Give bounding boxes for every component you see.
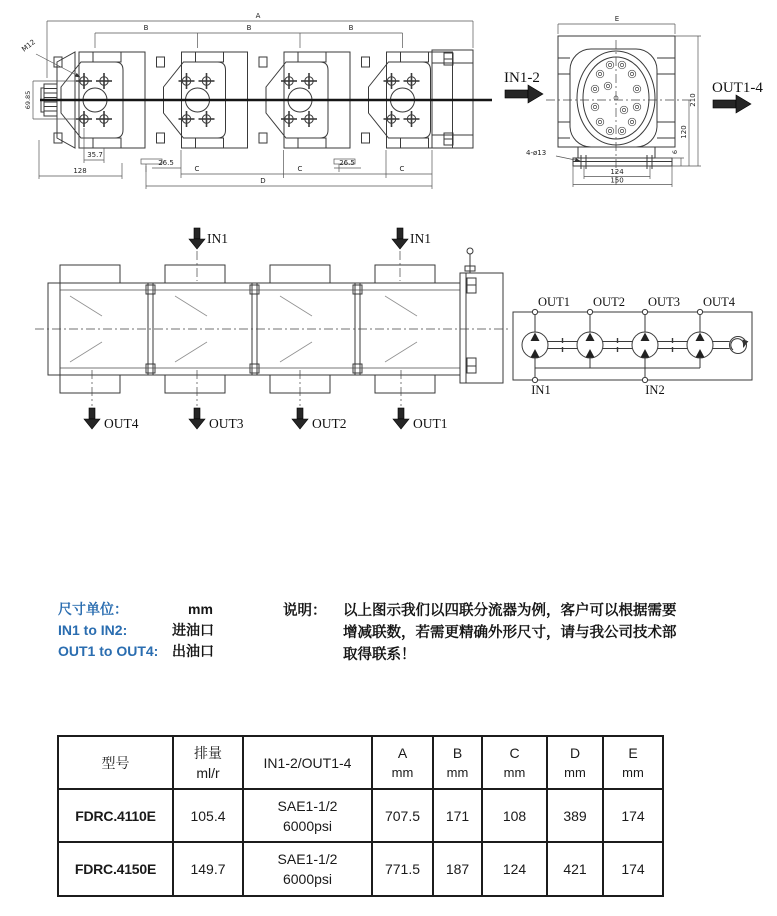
cell-e: 174 bbox=[603, 789, 663, 842]
note-prefix: 说明： bbox=[283, 603, 327, 619]
header-line: 排量 bbox=[194, 744, 222, 761]
legend-value: mm bbox=[188, 601, 213, 617]
legend-label: IN1 to IN2: bbox=[58, 622, 128, 638]
dim-label-c3: C bbox=[399, 165, 405, 173]
dim-label-124: 124 bbox=[610, 168, 624, 176]
legend-value: 出油口 bbox=[172, 643, 214, 659]
dim-label-b1: B bbox=[143, 24, 149, 32]
col-header-c bbox=[482, 736, 547, 789]
header-line: E bbox=[628, 744, 638, 761]
dim-label-a: A bbox=[255, 12, 261, 20]
dim-label-b2: B bbox=[246, 24, 252, 32]
inlet1-label: IN1 bbox=[207, 231, 228, 246]
dim-label-26-5-right: 26.5 bbox=[339, 159, 355, 167]
cell-ports bbox=[243, 842, 372, 896]
top-view-drawing bbox=[30, 220, 510, 450]
spec-table-row bbox=[58, 789, 663, 842]
port-line: 6000psi bbox=[282, 817, 333, 834]
dim-label-210: 210 bbox=[689, 93, 697, 107]
cell-model: FDRC.4150E bbox=[58, 842, 173, 896]
legend-row-units bbox=[58, 599, 214, 620]
note-line: 以上图示我们以四联分流器为例，客户可以根据需要 bbox=[343, 603, 677, 619]
header-line: mm bbox=[564, 764, 586, 780]
legend-label: 尺寸单位： bbox=[58, 601, 128, 617]
header-line: D bbox=[569, 744, 581, 761]
legend-value: 进油口 bbox=[172, 622, 214, 638]
schematic-circuit bbox=[513, 309, 752, 382]
legend bbox=[58, 599, 214, 662]
front-view-dimensions bbox=[33, 21, 473, 189]
spec-table-row bbox=[58, 842, 663, 896]
dim-label-c2: C bbox=[297, 165, 303, 173]
cell-d: 421 bbox=[547, 842, 603, 896]
header-line: A bbox=[397, 744, 408, 761]
inlet-arrow-icon bbox=[505, 85, 543, 103]
schematic-in2-label: IN2 bbox=[645, 383, 665, 397]
port-line: SAE1-1/2 bbox=[277, 851, 338, 867]
dim-label-120: 120 bbox=[680, 125, 688, 139]
legend-row-outlets bbox=[58, 641, 214, 662]
dim-label-6: 6 bbox=[671, 149, 679, 155]
thread-label-m12: M12 bbox=[20, 38, 38, 54]
dim-label-d: D bbox=[260, 177, 266, 185]
dim-label-35-7: 35.7 bbox=[87, 151, 103, 159]
end-view-body bbox=[558, 36, 675, 169]
col-header-displacement bbox=[173, 736, 243, 789]
header-line: C bbox=[509, 744, 520, 761]
inlet-label: IN1-2 bbox=[504, 70, 540, 86]
note-line: 取得联系！ bbox=[343, 647, 416, 663]
note-line: 增减联数，若需更精确外形尺寸，请与我公司技术部 bbox=[343, 625, 677, 641]
cell-c: 124 bbox=[482, 842, 547, 896]
cell-c: 108 bbox=[482, 789, 547, 842]
outlet3-label: OUT3 bbox=[209, 416, 244, 431]
header-line: mm bbox=[503, 764, 526, 780]
schematic-out3-label: OUT3 bbox=[648, 295, 680, 309]
dim-label-e: E bbox=[614, 15, 620, 23]
schematic-out2-label: OUT2 bbox=[593, 295, 625, 309]
top-view-centerlines bbox=[35, 251, 508, 406]
col-header-b bbox=[433, 736, 482, 789]
cell-displacement: 105.4 bbox=[173, 789, 243, 842]
dim-label-69-85: 69.85 bbox=[24, 90, 32, 110]
col-header-model: 型号 bbox=[58, 736, 173, 789]
outlet-label: OUT1-4 bbox=[712, 80, 763, 96]
hydraulic-schematic bbox=[505, 280, 777, 410]
legend-row-inlets bbox=[58, 620, 214, 641]
cell-b: 187 bbox=[433, 842, 482, 896]
holes-label: 4-ø13 bbox=[526, 149, 547, 157]
col-header-d bbox=[547, 736, 603, 789]
cell-a: 771.5 bbox=[372, 842, 433, 896]
dim-label-c1: C bbox=[194, 165, 200, 173]
outlet1-label: OUT1 bbox=[413, 416, 448, 431]
header-line: B bbox=[452, 744, 463, 761]
front-view-drawing bbox=[0, 0, 500, 218]
col-header-ports: IN1-2/OUT1-4 bbox=[243, 736, 372, 789]
legend-label: OUT1 to OUT4: bbox=[58, 643, 159, 659]
spec-table-header-row bbox=[58, 736, 663, 789]
outlet2-label: OUT2 bbox=[312, 416, 347, 431]
cell-d: 389 bbox=[547, 789, 603, 842]
cell-displacement: 149.7 bbox=[173, 842, 243, 896]
dim-label-128: 128 bbox=[73, 167, 87, 175]
cell-e: 174 bbox=[603, 842, 663, 896]
port-line: SAE1-1/2 bbox=[277, 797, 338, 814]
cell-a: 707.5 bbox=[372, 789, 433, 842]
schematic-out4-label: OUT4 bbox=[703, 295, 735, 309]
schematic-out1-label: OUT1 bbox=[538, 295, 570, 309]
header-line: mm bbox=[446, 764, 469, 780]
header-line: ml/r bbox=[196, 764, 220, 781]
cell-ports bbox=[243, 789, 372, 842]
dim-label-26-5-left: 26.5 bbox=[158, 159, 174, 167]
top-view-body bbox=[48, 248, 503, 393]
port-line: 6000psi bbox=[282, 871, 333, 887]
end-view-drawing bbox=[500, 0, 777, 218]
schematic-in1-label: IN1 bbox=[531, 383, 551, 397]
cell-b: 171 bbox=[433, 789, 482, 842]
col-header-e bbox=[603, 736, 663, 789]
header-line: mm bbox=[622, 764, 644, 780]
note-text bbox=[343, 600, 677, 666]
note-block bbox=[283, 600, 733, 666]
header-line: mm bbox=[391, 764, 414, 780]
col-header-a bbox=[372, 736, 433, 789]
dim-label-150: 150 bbox=[610, 176, 624, 185]
inlet2-label: IN1 bbox=[410, 231, 431, 246]
spec-table bbox=[57, 735, 664, 897]
outlet4-label: OUT4 bbox=[104, 416, 139, 431]
dim-label-b3: B bbox=[348, 24, 354, 32]
cell-model: FDRC.4110E bbox=[58, 789, 173, 842]
flow-direction-triangles bbox=[531, 333, 705, 358]
outlet-arrow-icon bbox=[713, 95, 751, 113]
